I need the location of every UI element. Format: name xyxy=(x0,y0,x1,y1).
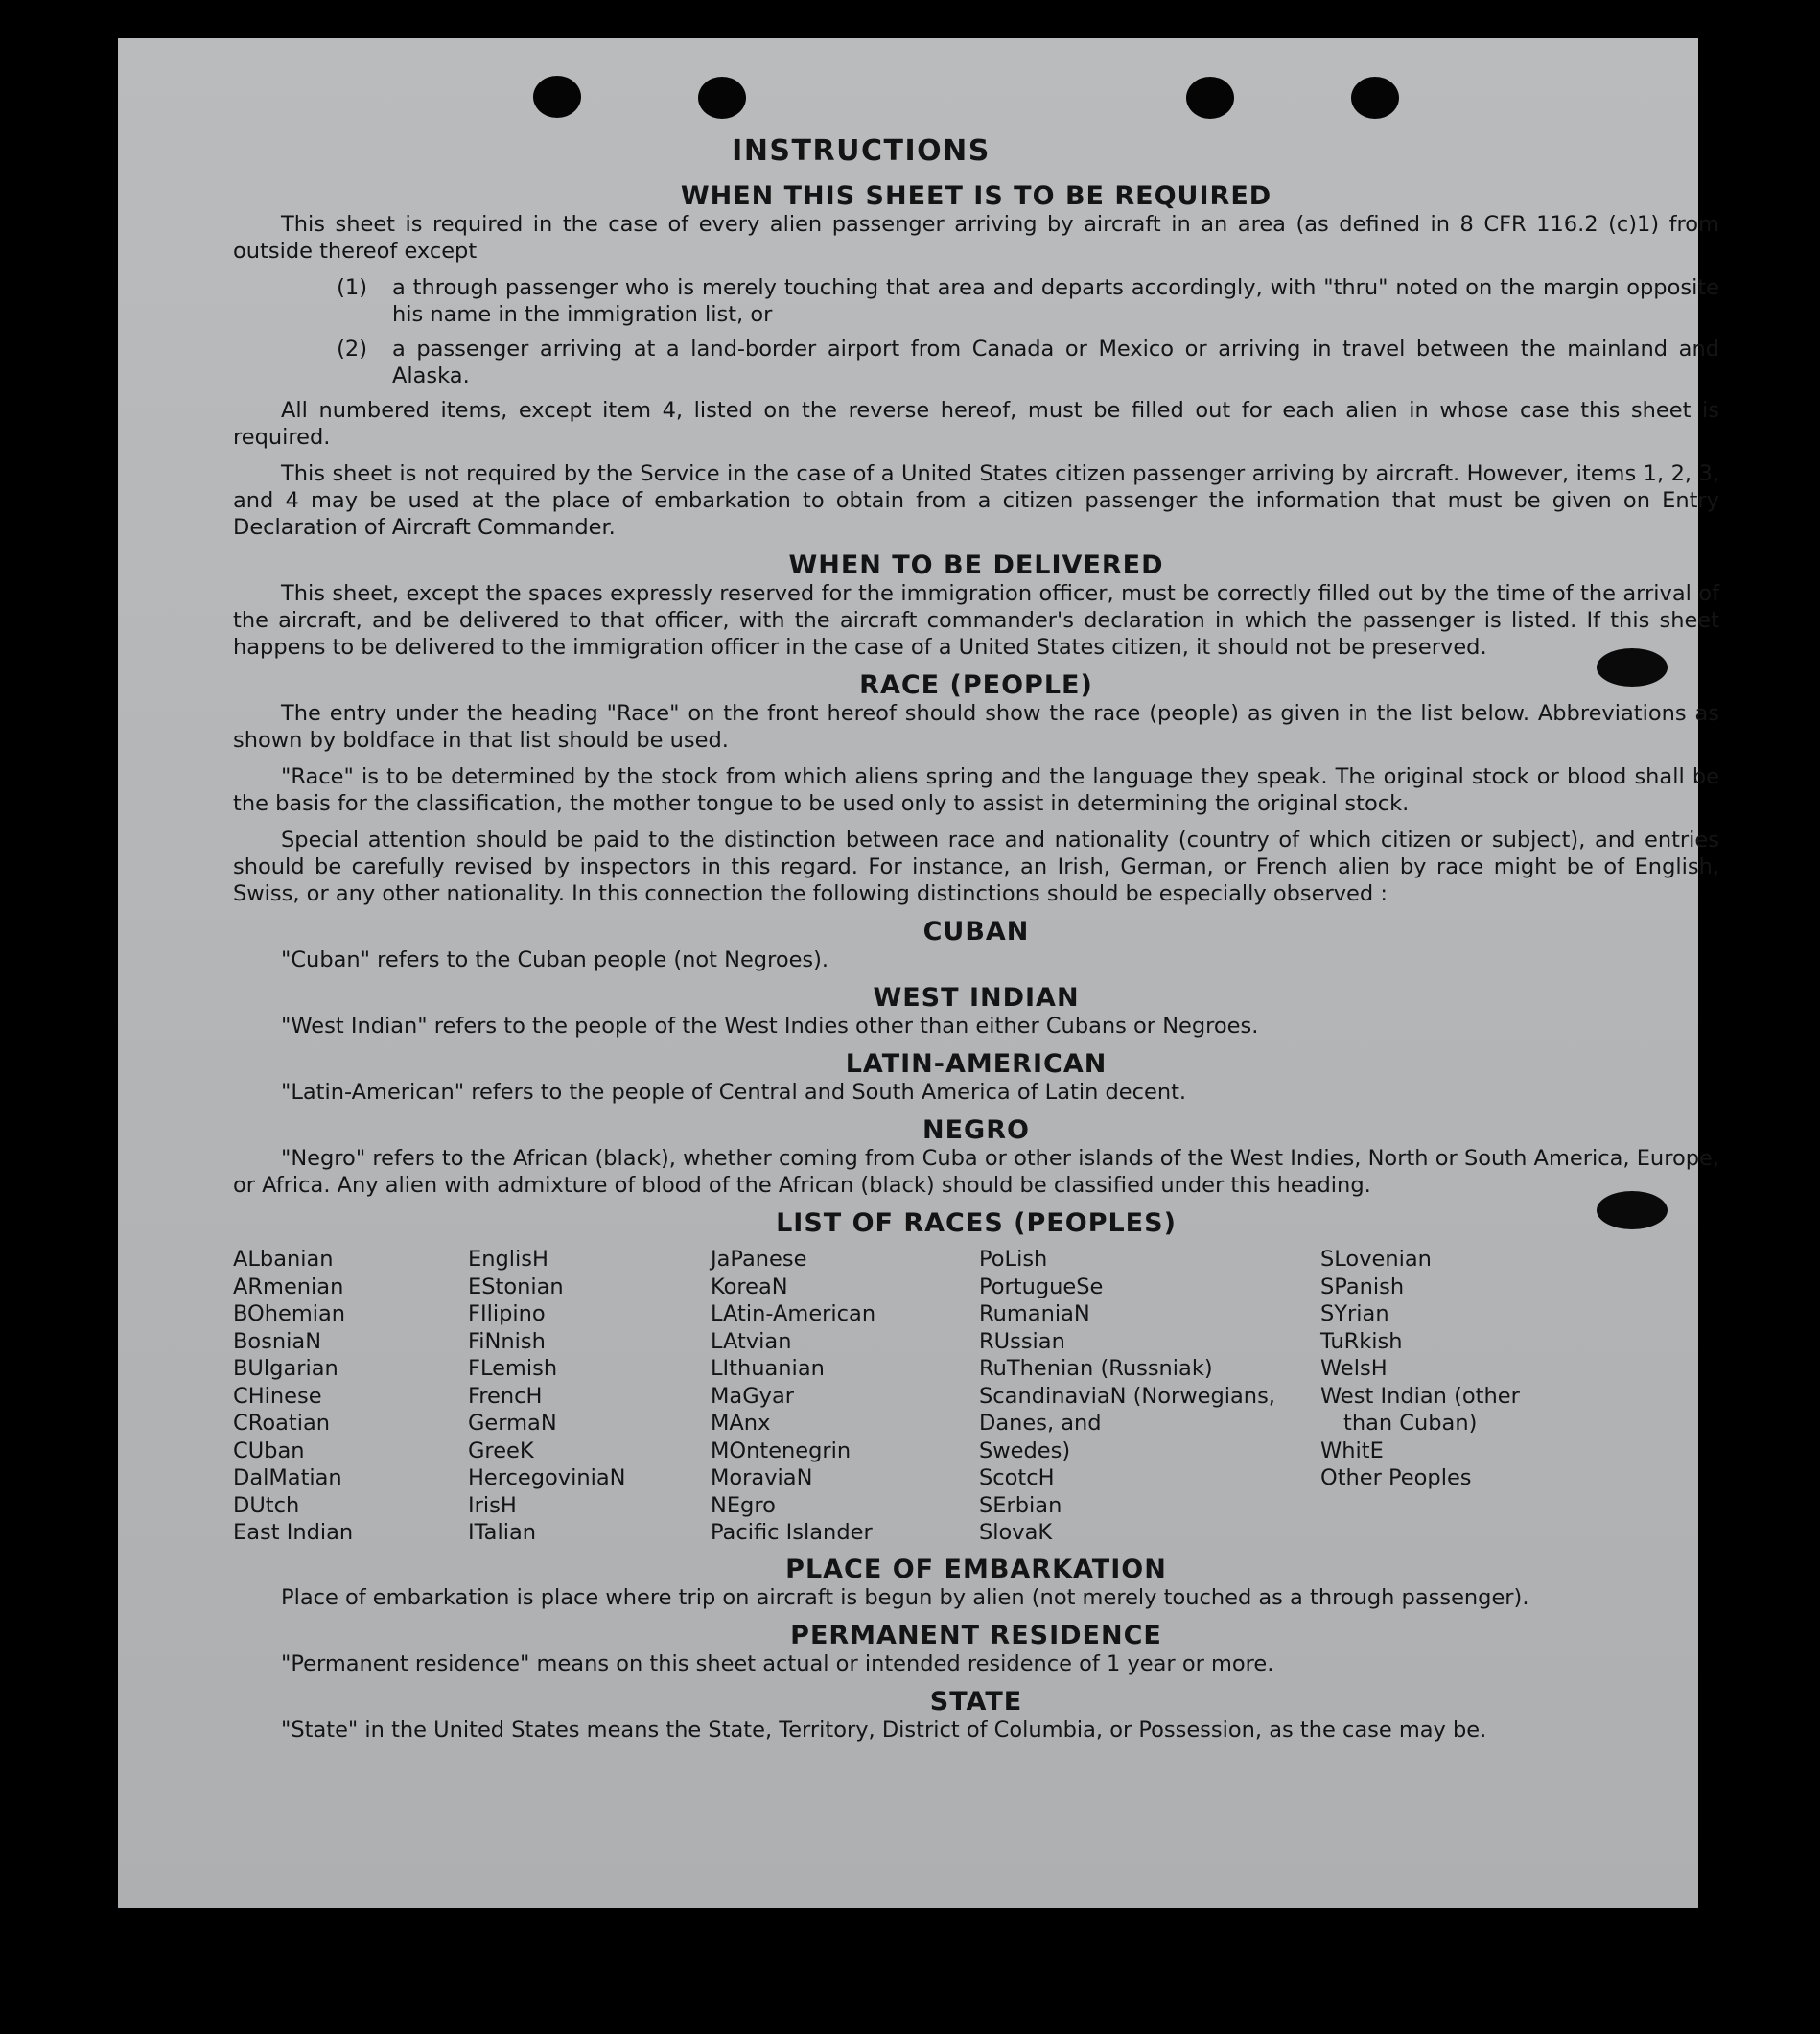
race-entry: ARmenian xyxy=(233,1274,344,1299)
race-entry: MAnx xyxy=(711,1411,771,1436)
heading-state: STATE xyxy=(929,1686,1023,1717)
race-entry: DUtch xyxy=(233,1492,300,1518)
heading-west-indian: WEST INDIAN xyxy=(873,983,1080,1013)
race-paragraph-3: Special attention should be paid to the distinction between race and nationality (country of which citizen or subject), and entries should be carefully revised by inspectors in this regard. For instance, an Irish, German, or French alien by race might be of English, Swiss, or any other nationality. In this connection the following distinctions should be especially observed : xyxy=(233,828,1719,906)
race-entry: West Indian (other xyxy=(1320,1383,1520,1409)
race-entry: FLemish xyxy=(468,1356,558,1381)
embarkation-text: Place of embarkation is place where trip on aircraft is begun by alien (not merely touched as a through passenger). xyxy=(281,1584,1529,1610)
race-entry: FIlipino xyxy=(468,1301,546,1326)
race-entry: PortugueSe xyxy=(979,1274,1104,1299)
exception-text: a through passenger who is merely touching that area and departs accordingly, with "thru" noted on the margin opposite his name in the immigration list, or xyxy=(392,275,1719,327)
race-entry: CRoatian xyxy=(233,1411,331,1436)
race-entry: BOhemian xyxy=(233,1301,346,1326)
races-list xyxy=(233,1246,1719,1547)
races-column xyxy=(468,1246,711,1547)
heading-required: WHEN THIS SHEET IS TO BE REQUIRED xyxy=(680,181,1272,211)
instructions-body xyxy=(233,134,1719,1753)
race-paragraph-2: "Race" is to be determined by the stock from which aliens spring and the language they speak. The original stock or blood shall be the basis for the classification, the mother tongue to be used only to assist in determining the original stock. xyxy=(233,764,1719,816)
race-entry: Other Peoples xyxy=(1320,1465,1472,1490)
page-title: INSTRUCTIONS xyxy=(732,134,991,168)
race-entry: LAtvian xyxy=(711,1328,792,1354)
punch-hole xyxy=(1186,77,1234,119)
race-entry: FiNnish xyxy=(468,1328,546,1354)
race-entry: TuRkish xyxy=(1320,1328,1403,1354)
races-column xyxy=(233,1246,468,1547)
heading-latin-american: LATIN-AMERICAN xyxy=(845,1049,1108,1079)
race-entry: FrencH xyxy=(468,1383,543,1409)
race-entry: KoreaN xyxy=(711,1274,788,1299)
race-entry: EStonian xyxy=(468,1274,564,1299)
race-paragraph-1: The entry under the heading "Race" on the front hereof should show the race (people) as given in the list below. Abbreviations as shown by boldface in that list should be used. xyxy=(233,701,1719,753)
races-column xyxy=(979,1246,1320,1547)
race-entry: RuThenian (Russniak) xyxy=(979,1356,1213,1381)
heading-embarkation: PLACE OF EMBARKATION xyxy=(785,1554,1167,1584)
exception-number: (1) xyxy=(337,275,367,300)
state-text: "State" in the United States means the State, Territory, District of Columbia, or Possession, as the case may be. xyxy=(281,1717,1487,1742)
races-column xyxy=(1320,1246,1608,1547)
heading-list-of-races: LIST OF RACES (PEOPLES) xyxy=(776,1208,1177,1238)
race-entry: DalMatian xyxy=(233,1465,342,1490)
race-entry: SPanish xyxy=(1320,1274,1405,1299)
race-entry: IrisH xyxy=(468,1492,517,1518)
heading-negro: NEGRO xyxy=(922,1115,1030,1145)
exception-number: (2) xyxy=(337,337,367,362)
race-entry: EnglisH xyxy=(468,1247,548,1272)
race-entry: MaGyar xyxy=(711,1383,794,1409)
race-entry: NEgro xyxy=(711,1492,776,1518)
cuban-text: "Cuban" refers to the Cuban people (not Negroes). xyxy=(281,947,829,972)
race-entry: ScandinaviaN (Norwegians, xyxy=(979,1383,1275,1409)
race-entry: CUban xyxy=(233,1438,305,1463)
race-entry: Danes, and xyxy=(979,1411,1102,1436)
race-entry: GreeK xyxy=(468,1438,534,1463)
race-entry: SlovaK xyxy=(979,1520,1053,1545)
punch-hole xyxy=(698,77,746,119)
heading-cuban: CUBAN xyxy=(922,917,1030,947)
race-entry: RUssian xyxy=(979,1328,1065,1354)
heading-residence: PERMANENT RESIDENCE xyxy=(790,1620,1162,1650)
heading-race: RACE (PEOPLE) xyxy=(859,670,1093,700)
race-entry: JaPanese xyxy=(711,1247,807,1272)
exception-item xyxy=(233,274,1719,328)
race-entry: than Cuban) xyxy=(1343,1411,1478,1436)
required-paragraph-3: This sheet is not required by the Service in the case of a United States citizen passenger arriving by aircraft. However, items 1, 2, 3, and 4 may be used at the place of embarkation to obtain from a citizen passenger the information that must be given on Entry Declaration of Aircraft Commander. xyxy=(233,461,1719,540)
west-indian-text: "West Indian" refers to the people of the West Indies other than either Cubans or Negroes. xyxy=(281,1014,1259,1039)
race-entry: CHinese xyxy=(233,1383,322,1409)
exception-text: a passenger arriving at a land-border airport from Canada or Mexico or arriving in travel between the mainland and Alaska. xyxy=(392,337,1719,388)
heading-delivered: WHEN TO BE DELIVERED xyxy=(788,550,1164,580)
document-sheet xyxy=(118,38,1719,1908)
race-entry: LAtin-American xyxy=(711,1301,876,1326)
residence-text: "Permanent residence" means on this sheet actual or intended residence of 1 year or more. xyxy=(281,1650,1274,1676)
race-entry: RumaniaN xyxy=(979,1301,1090,1326)
race-entry: GermaN xyxy=(468,1411,557,1436)
required-paragraph-2: All numbered items, except item 4, listed on the reverse hereof, must be filled out for each alien in whose case this sheet is required. xyxy=(233,398,1719,450)
exception-item xyxy=(233,336,1719,389)
race-entry: BosniaN xyxy=(233,1328,322,1354)
race-entry: WelsH xyxy=(1320,1356,1388,1381)
race-entry: Swedes) xyxy=(979,1438,1071,1463)
race-entry: ScotcH xyxy=(979,1465,1055,1490)
punch-hole xyxy=(533,76,581,118)
race-entry: ITalian xyxy=(468,1520,536,1545)
race-entry: SYrian xyxy=(1320,1301,1389,1326)
race-entry: WhitE xyxy=(1320,1438,1384,1463)
race-entry: SErbian xyxy=(979,1492,1062,1518)
race-entry: PoLish xyxy=(979,1247,1048,1272)
race-entry: LIthuanian xyxy=(711,1356,825,1381)
required-intro: This sheet is required in the case of every alien passenger arriving by aircraft in an area (as defined in 8 CFR 116.2 (c)1) from outside thereof except xyxy=(233,212,1719,264)
races-column xyxy=(711,1246,979,1547)
race-entry: MoraviaN xyxy=(711,1465,813,1490)
race-entry: HercegoviniaN xyxy=(468,1465,626,1490)
latin-american-text: "Latin-American" refers to the people of Central and South America of Latin decent. xyxy=(281,1080,1187,1105)
race-entry: ALbanian xyxy=(233,1247,334,1272)
race-entry: Pacific Islander xyxy=(711,1520,873,1545)
race-entry: BUlgarian xyxy=(233,1356,338,1381)
race-entry: SLovenian xyxy=(1320,1247,1432,1272)
race-entry: MOntenegrin xyxy=(711,1438,852,1463)
punch-hole xyxy=(1351,77,1399,119)
delivered-text: This sheet, except the spaces expressly reserved for the immigration officer, must be correctly filled out by the time of the arrival of the aircraft, and be delivered to that officer, with the aircraft commander's declaration in which the passenger is listed. If this sheet happens to be delivered to the immigration officer in the case of a United States citizen, it should not be preserved. xyxy=(233,581,1719,660)
negro-text: "Negro" refers to the African (black), whether coming from Cuba or other islands of the West Indies, North or South America, Europe, or Africa. Any alien with admixture of blood of the African (black) should be classified under this heading. xyxy=(233,1146,1719,1198)
race-entry: East Indian xyxy=(233,1520,354,1545)
